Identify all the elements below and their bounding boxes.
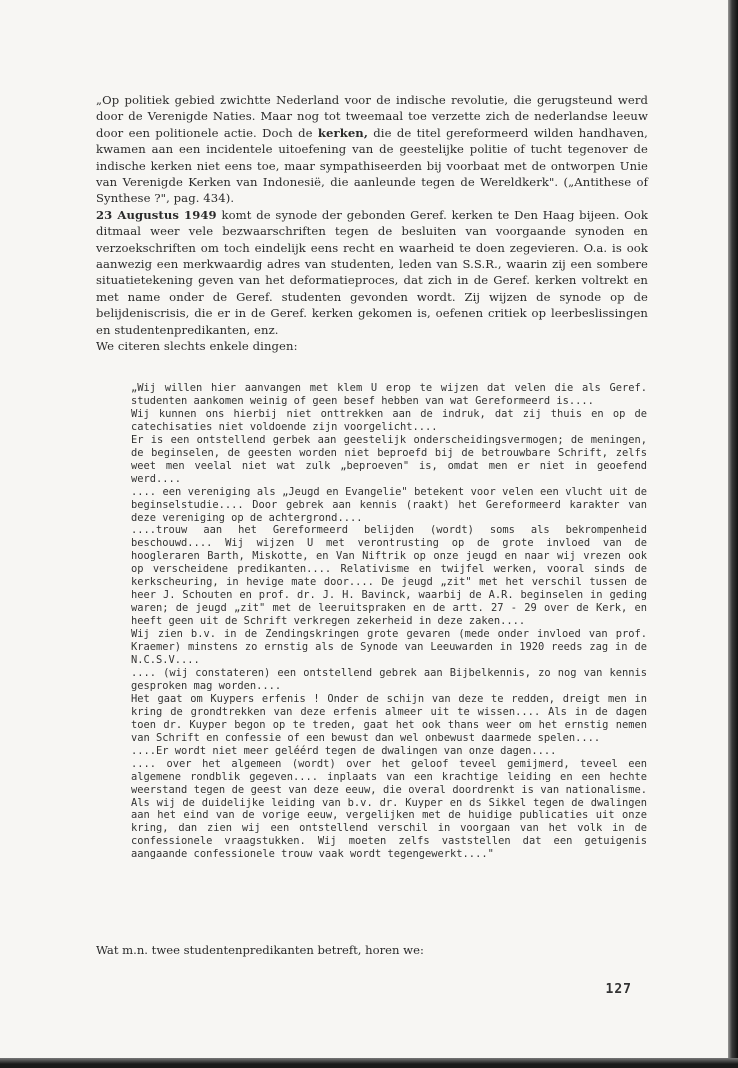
quote-paragraph: Er is een ontstellend gerbek aan geestelijk onderscheidingsvermogen; de meningen, de beginselen, de geesten worden niet beproefd bij de betrouwbare Schrift, zelfs weet men veelal niet wat zulk „beproeven" is, omdat men er niet in geoefend werd.... bbox=[131, 433, 647, 485]
quote-paragraph: Wij kunnen ons hierbij niet onttrekken aan de indruk, dat zij thuis en op de catechisaties niet voldoende zijn voorgelicht.... bbox=[131, 407, 647, 433]
quote-intro: We citeren slechts enkele dingen: bbox=[96, 339, 298, 354]
paragraph-politics-start: „Op politiek gebied zwichtte Nederland voor de indische revolutie, die gerugsteund werd door de Verenigde Naties. Maar nog tot tweemaal toe verzette zich de nederlandse leeuw door een politionele actie. Doch de bbox=[96, 93, 648, 140]
paragraph-politics-rest: die de titel gereformeerd wilden handhaven, kwamen aan een incidentele uitoefening van de geestelijke politie of tucht tegenover de indische kerken niet eens toe, maar sympathiseerden bij voorbaat met de ontworpen Unie van Verenigde Kerken van Indonesië, die aanleunde tegen de Wereldkerk". („Antithese of Synthese ?", pag. 434). bbox=[96, 125, 648, 206]
quote-paragraph: „Wij willen hier aanvangen met klem U erop te wijzen dat velen die als Geref. studenten aankomen weinig of geen besef hebben van wat Gereformeerd is.... bbox=[131, 382, 647, 407]
synod-date: 23 Augustus 1949 bbox=[96, 207, 217, 222]
quote-paragraph: Wij zien b.v. in de Zendingskringen grote gevaren (mede onder invloed van prof. Kraemer) minstens zo ernstig als de Synode van Leeuwarden in 1920 reeds zag in de N.C.S.V.... bbox=[131, 628, 647, 667]
quote-paragraph: .... een vereniging als „Jeugd en Evangelie" betekent voor velen een vlucht uit de beginselstudie.... Door gebrek aan kennis (raakt) het Gereformeerd karakter van deze vereniging op de achtergrond.... bbox=[131, 485, 647, 524]
paragraph-politics bbox=[96, 92, 648, 207]
quote-paragraph: ....trouw aan het Gereformeerd belijden (wordt) soms als bekrompenheid beschouwd.... Wij wijzen U met verontrusting op de grote invloed van de hoogleraren Barth, Miskotte, en Van Niftrik op onze jeugd en naar wij vrezen ook op verscheidene predikanten.... Relativisme en twijfel werken, vooral sinds de kerkscheuring, in hevige mate door.... De jeugd „zit" met het verschil tussen de heer J. Schouten en prof. dr. J. H. Bavinck, waarbij de A.R. beginselen in geding waren; de jeugd „zit" met de leeruitspraken en de artt. 27 - 29 over de Kerk, en heeft geen uit de Schrift verkregen zekerheid in deze zaken.... bbox=[131, 524, 647, 628]
page-edge-shadow-bottom bbox=[0, 1058, 738, 1068]
quote-paragraph: .... (wij constateren) een ontstellend gebrek aan Bijbelkennis, zo nog van kennis gesproken mag worden.... bbox=[131, 666, 647, 692]
body-text bbox=[96, 92, 648, 355]
closing-line: Wat m.n. twee studentenpredikanten betreft, horen we: bbox=[96, 943, 424, 957]
emphasis-kerken: kerken, bbox=[317, 125, 368, 140]
quote-paragraph: ....Er wordt niet meer geléérd tegen de dwalingen van onze dagen.... bbox=[131, 744, 557, 757]
student-petition-quote bbox=[131, 382, 647, 861]
quote-paragraph: Het gaat om Kuypers erfenis ! Onder de schijn van deze te redden, dreigt men in kring de grondtrekken van deze erfenis almeer uit te wissen.... Als in de dagen toen dr. Kuyper begon op te treden, gaat het ook thans weer om het ernstig nemen van Schrift en confessie of een bewust dan wel onbewust daarmede spelen.... bbox=[131, 692, 647, 744]
paragraph-synod bbox=[96, 207, 648, 338]
quote-paragraph: .... over het algemeen (wordt) over het geloof teveel gemijmerd, teveel een algemene rondblik gegeven.... inplaats van een krachtige leiding en een hechte weerstand tegen de geest van deze eeuw, die overal doordrenkt is van nationalisme. Als wij de duidelijke leiding van b.v. dr. Kuyper en ds Sikkel tegen de dwalingen aan het eind van de vorige eeuw, vergelijken met de huidige publicaties uit onze kring, dan zien wij een ontstellend verschil in voorgaan van het volk in de confessionele vraagstukken. Wij moeten zelfs vaststellen dat een getuigenis aangaande confessionele trouw vaak wordt tegengewerkt...." bbox=[131, 757, 647, 861]
paragraph-synod-text: komt de synode der gebonden Geref. kerken te Den Haag bijeen. Ook ditmaal weer vele bezwaarschriften tegen de besluiten van voorgaande synoden en verzoekschriften om toch eindelijk eens recht en waarheid te doen zegevieren. O.a. is ook aanwezig een merkwaardig adres van studenten, leden van S.S.R., waarin zij een sombere situatietekening geven van het deformatieproces, dat zich in de Geref. kerken voltrekt en met name onder de Geref. studenten gevonden wordt. Zij wijzen de synode op de belijdeniscrisis, die er in de Geref. kerken gekomen is, oefenen critiek op leerbeslissingen en studentenpredikanten, enz. bbox=[96, 207, 648, 337]
page-number: 127 bbox=[605, 982, 632, 997]
page-edge-shadow-right bbox=[728, 0, 738, 1060]
